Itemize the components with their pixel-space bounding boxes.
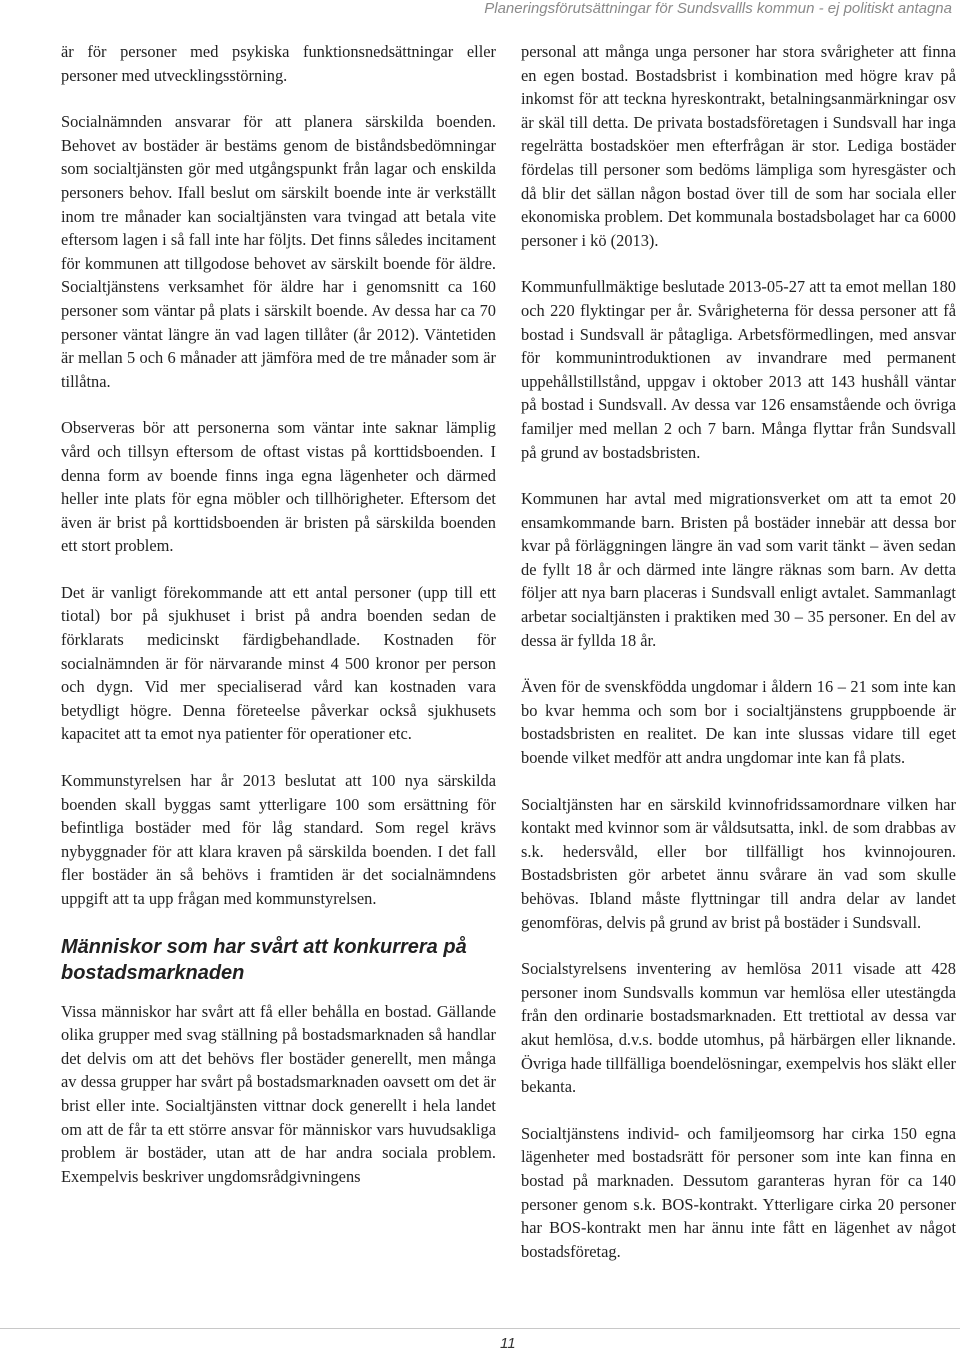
paragraph: Kommunfullmäktige beslutade 2013-05-27 att ta emot mellan 180 och 220 flyktingar per år. Svårigheterna för dessa personer att få bostad i Sundsvall är påtagliga. Arbetsförmedlingen, med ansvar för kommunintroduktionen av invandrare med permanent uppehållstillstånd, uppgav i oktober 2013 att 143 hushåll väntar på bostad i Sundsvall. Av dessa var 126 ensamstående och övriga familjer med mellan 2 och 7 barn. Många flyttar från Sundsvall på grund av bostadsbristen. [521,277,956,462]
paragraph: Vissa människor har svårt att få eller behålla en bostad. Gällande olika grupper med svag ställning på bostadsmarknaden så handlar det delvis om att det behövs fler bostäder generellt, men många av dessa grupper har svårt på bostadsmarknaden oavsett om det är brist eller inte. Socialtjänsten vittnar dock generellt i hela landet om att de får ta ett större ansvar för människor vars huvudsakliga problem är bostäder, utan att de har andra sociala problem. Exempelvis beskriver ungdomsrådgivningens [61,1001,496,1186]
section-heading: Människor som har svårt att konkurrera på bostadsmarknaden [61,935,467,984]
running-header: Planeringsförutsättningar för Sundsvallls kommun - ej politiskt antagna [484,0,952,17]
page-number: 11 [500,1335,516,1352]
paragraph: Socialstyrelsens inventering av hemlösa 2011 visade att 428 personer inom Sundsvalls kommun var hemlösa eller utestängda från den ordinarie bostadsmarknaden. Ett trettiotal av dessa var akut hemlösa, d.v.s. bodde utomhus, på härbärgen eller liknande. Övriga hade tillfälliga boendelösningar, exempelvis hos släkt eller bekanta. [521,959,956,1097]
paragraph: Socialtjänstens individ- och familjeomsorg har cirka 150 egna lägenheter med bostadsrätt för personer som inte kan finna en bostad på marknaden. Dessutom garanteras hyran för ca 140 personer genom s.k. BOS-kontrakt. Ytterligare cirka 20 personer har BOS-kontrakt men har ännu inte fått en lägenhet av något bostadsföretag. [521,1123,956,1261]
paragraph: personal att många unga personer har stora svårigheter att finna en egen bostad. Bostadsbrist i kombination med högre krav på inkomst för att teckna hyreskontrakt, betalningsanmärkningar osv är skäl till detta. De privata bostadsföretagen i Sundsvall har inga regelrätta bostadsköer men efterfrågan är stor. Lediga bostäder fördelas till personer som bedöms lämpliga som hyresgäster och då blir det sällan någon bostad över till de som har sociala eller ekonomiska problem. Det kommunala bostadsbolaget har ca 6000 personer i kö (2013). [521,42,956,250]
left-column [61,40,496,1211]
footer-divider [0,1328,960,1329]
paragraph: är för personer med psykiska funktionsnedsättningar eller personer med utvecklingsstörning. [61,42,496,85]
right-column [521,40,956,1286]
paragraph: Kommunen har avtal med migrationsverket om att ta emot 20 ensamkommande barn. Bristen på bostäder innebär att dessa bor kvar på förläggningen längre än vad som varit tänkt – även sedan de fyllt 18 år och därmed inte längre räknas som barn. Av detta följer att nya barn placeras i Sundsvall enligt avtalet. Sammanlagt arbetar socialtjänsten i praktiken med 30 – 35 personer. En del av dessa är fyllda 18 år. [521,489,956,650]
paragraph: Observeras bör att personerna som väntar inte saknar lämplig vård och tillsyn eftersom de oftast vistas på korttidsboenden. I denna form av boende finns inga egna lägenheter och därmed heller inte plats för egna möbler och tillhörigheter. Eftersom det även är brist på korttidsboenden är bristen på särskilda boenden ett stort problem. [61,418,496,556]
paragraph: Även för de svenskfödda ungdomar i åldern 16 – 21 som inte kan bo kvar hemma och som bor i socialtjänstens gruppboende är bostadsbristen en realitet. De kan inte slussas vidare till eget boende vilket medför att andra ungdomar inte kan få plats. [521,677,956,768]
paragraph: Det är vanligt förekommande att ett antal personer (upp till ett tiotal) bor på sjukhuset i brist på andra boenden sedan de förklarats medicinskt färdigbehandlade. Kostnaden för socialnämnden är för närvarande minst 4 500 kronor per person och dygn. Vid mer specialiserad vård kan kostnaden vara betydligt högre. Denna företeelse påverkar också sjukhusets kapacitet att ta emot nya patienter för operationer etc. [61,582,496,744]
paragraph: Socialtjänsten har en särskild kvinnofridssamordnare vilken har kontakt med kvinnor som är våldsutsatta, inkl. de som drabbas av s.k. hedersvåld, eller bor tillfälligt hos kvinnojouren. Bostadsbristen gör arbetet ännu svårare än vad som skulle behövas. Ibland måste flyttningar till andra delar av landet genomföras, delvis på grund av brist på bostäder i Sundsvall. [521,794,956,932]
paragraph: Kommunstyrelsen har år 2013 beslutat att 100 nya särskilda boenden skall byggas samt ytterligare 100 som ersättning för befintliga bostäder med för låg standard. Som regel krävs nybyggnader för att klara kraven på särskilda boenden. I det fall fler bostäder än så behövs i framtiden är det socialnämndens uppgift att ta upp frågan med kommunstyrelsen. [61,771,496,908]
paragraph: Socialnämnden ansvarar för att planera särskilda boenden. Behovet av bostäder är bestäms genom de biståndsbedömningar som socialtjänsten gör med utgångspunkt från lagar och enskilda personers behov. Ifall beslut om särskilt boende inte är verkställt inom tre månader kan socialtjänsten vara tvingad att betala vite eftersom lagen i så fall inte har följts. Det finns således incitament för kommunen att tillgodose behovet av särskilt boende för äldre. Socialtjänstens verksamhet för äldre har i genomsnitt ca 160 personer som väntar på plats i särskilt boende. Av dessa har ca 70 personer väntat längre än vad lagen tillåter (år 2012). Väntetiden är mellan 5 och 6 månader att jämföra med de tre månader som är tillåtna. [61,112,496,391]
